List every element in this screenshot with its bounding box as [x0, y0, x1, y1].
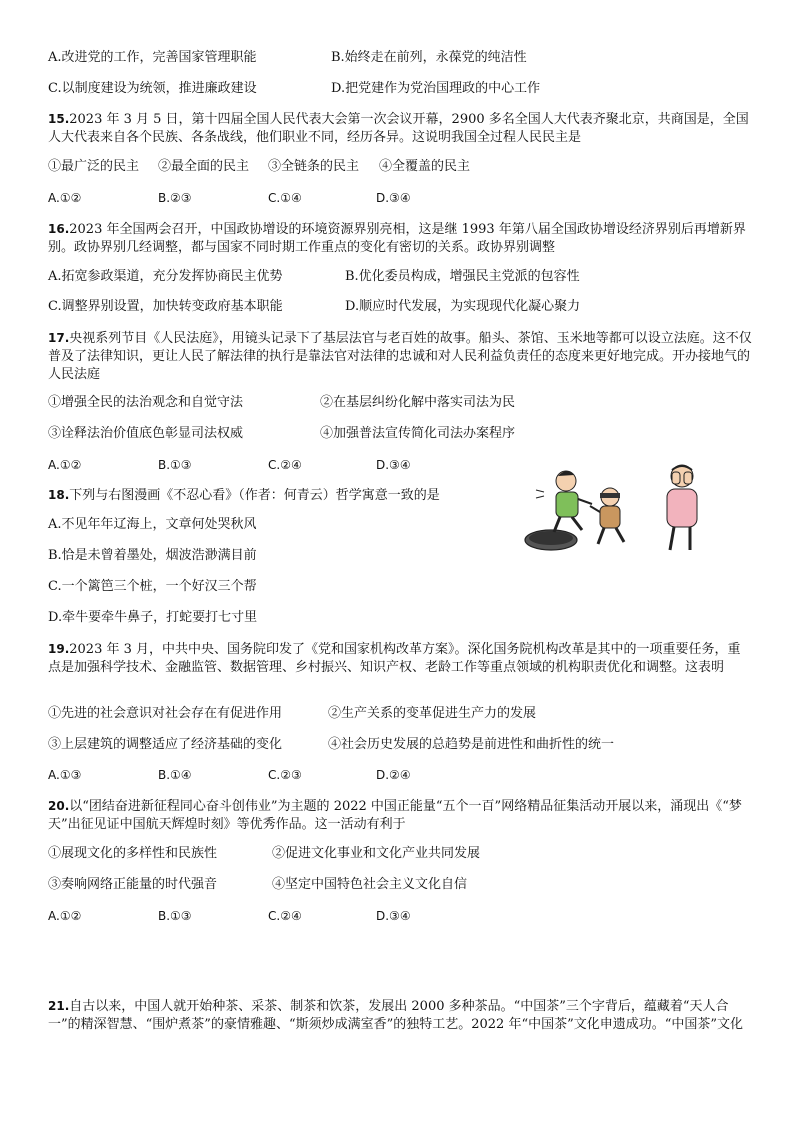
q19-item-1: ①先进的社会意识对社会存在有促进作用: [48, 706, 283, 721]
q20-item-1: ①展现文化的多样性和民族性: [48, 846, 218, 861]
q15-item-4: ④全覆盖的民主: [379, 159, 471, 174]
q20-choice-a[interactable]: A.①②: [48, 909, 82, 923]
q17-item-3: ③诠释法治价值底色彰显司法权威: [48, 426, 244, 441]
q14-option-b: B.始终走在前列，永葆党的纯洁性: [331, 50, 527, 65]
q18-option-c[interactable]: C.一个篱笆三个桩，一个好汉三个帮: [48, 579, 257, 594]
q17-choice-b[interactable]: B.①③: [158, 458, 192, 472]
q20-choice-d[interactable]: D.③④: [376, 909, 411, 923]
q14-option-a: A.改进党的工作，完善国家管理职能: [48, 50, 257, 65]
q19-stem: [48, 640, 752, 677]
q19-choice-d[interactable]: D.②④: [376, 768, 411, 782]
q15-number: 15.: [48, 112, 70, 126]
q19-item-4: ④社会历史发展的总趋势是前进性和曲折性的统一: [328, 737, 615, 752]
q15-stem-text: 2023 年 3 月 5 日，第十四届全国人民代表大会第一次会议开幕，2900 多名全国人大代表齐聚北京，共商国是，全国人大代表来自各个民族、各条战线，他们职业不同，经历各异。这说明我国全过程人民民主是: [48, 112, 749, 145]
q20-number: 20.: [48, 799, 70, 813]
q17-item-1: ①增强全民的法治观念和自觉守法: [48, 395, 244, 410]
manhole-hole: [529, 531, 573, 545]
q19-stem-text: 2023 年 3 月，中共中央、国务院印发了《党和国家机构改革方案》。深化国务院机构改革是其中的一项重要任务，重点是加强科学技术、金融监管、数据管理、乡村振兴、知识产权、老龄工作等重点领域的机构职责优化和调整。这表明: [48, 642, 741, 675]
q20-choice-c[interactable]: C.②④: [268, 909, 302, 923]
q19-number: 19.: [48, 642, 70, 656]
q16-stem: [48, 220, 752, 257]
q15-choice-d[interactable]: D.③④: [376, 191, 411, 205]
q17-choice-d[interactable]: D.③④: [376, 458, 411, 472]
q17-choice-c[interactable]: C.②④: [268, 458, 302, 472]
q18-stem-text: 下列与右图漫画《不忍心看》（作者：何青云）哲学寓意一致的是: [69, 488, 440, 503]
q19-choice-b[interactable]: B.①④: [158, 768, 192, 782]
q20-item-2: ②促进文化事业和文化产业共同发展: [272, 846, 481, 861]
q20-item-4: ④坚定中国特色社会主义文化自信: [272, 877, 468, 892]
q20-stem-text: 以“团结奋进新征程同心奋斗创伟业”为主题的 2022 中国正能量“五个一百”网络精品征集活动开展以来，涌现出《“梦天”出征见证中国航天辉煌时刻》等优秀作品。这一活动有利于: [48, 799, 742, 832]
q18-stem: [48, 486, 440, 505]
q17-item-4: ④加强普法宣传简化司法办案程序: [320, 426, 516, 441]
q19-item-3: ③上层建筑的调整适应了经济基础的变化: [48, 737, 283, 752]
q18-option-b[interactable]: B.恰是未曾着墨处，烟波浩渺满目前: [48, 548, 257, 563]
q19-item-2: ②生产关系的变革促进生产力的发展: [328, 706, 537, 721]
q21-stem-text: 自古以来，中国人就开始种茶、采茶、制茶和饮茶，发展出 2000 多种茶品。“中国茶”三个字背后，蕴藏着“天人合一”的精深智慧、“围炉煮茶”的豪情雅趣、“斯须炒成满室香”的独特工艺。2022 年“中国茶”文化申遗成功。“中国茶”文化: [48, 999, 744, 1032]
cartoon-illustration: [522, 462, 704, 556]
q17-stem-text: 央视系列节目《人民法庭》，用镜头记录下了基层法官与老百姓的故事。船头、茶馆、玉米地等都可以设立法庭。这不仅普及了法律知识，更让人民了解法律的执行是靠法官对法律的忠诚和对人民利益负责任的态度来更好地完成。开办接地气的人民法庭: [48, 331, 752, 382]
q20-choice-b[interactable]: B.①③: [158, 909, 192, 923]
q15-stem: [48, 110, 752, 147]
q20-item-3: ③奏响网络正能量的时代强音: [48, 877, 218, 892]
q17-stem: [48, 329, 752, 384]
q16-option-a[interactable]: A.拓宽参政渠道，充分发挥协商民主优势: [48, 269, 283, 284]
q18-option-a[interactable]: A.不见年年辽海上，文章何处哭秋风: [48, 517, 257, 532]
q21-number: 21.: [48, 999, 70, 1013]
q15-item-1: ①最广泛的民主: [48, 159, 140, 174]
q14-option-c: C.以制度建设为统领，推进廉政建设: [48, 81, 257, 96]
cartoon-man-blindfolded: [590, 488, 624, 544]
q15-choice-c[interactable]: C.①④: [268, 191, 302, 205]
cartoon-man-covering-face: [667, 465, 697, 550]
q19-choice-a[interactable]: A.①③: [48, 768, 82, 782]
q20-stem: [48, 797, 752, 834]
q16-stem-text: 2023 年全国两会召开，中国政协增设的环境资源界别亮相，这是继 1993 年第八届全国政协增设经济界别后再增新界别。政协界别几经调整，都与国家不同时期工作重点的变化有密切的关系。政协界别调整: [48, 222, 746, 255]
q16-number: 16.: [48, 222, 70, 236]
q17-number: 17.: [48, 331, 70, 345]
q15-item-3: ③全链条的民主: [268, 159, 360, 174]
q16-option-c[interactable]: C.调整界别设置，加快转变政府基本职能: [48, 299, 283, 314]
q14-option-d: D.把党建作为党治国理政的中心工作: [331, 81, 541, 96]
q16-option-d[interactable]: D.顺应时代发展，为实现现代化凝心聚力: [345, 299, 581, 314]
q18-option-d[interactable]: D.牵牛要牵牛鼻子，打蛇要打七寸里: [48, 610, 258, 625]
q15-choice-b[interactable]: B.②③: [158, 191, 192, 205]
q19-choice-c[interactable]: C.②③: [268, 768, 302, 782]
cartoon-man-leading: [536, 471, 592, 532]
q16-option-b[interactable]: B.优化委员构成，增强民主党派的包容性: [345, 269, 580, 284]
q17-item-2: ②在基层纠纷化解中落实司法为民: [320, 395, 516, 410]
q15-choice-a[interactable]: A.①②: [48, 191, 82, 205]
q15-item-2: ②最全面的民主: [158, 159, 250, 174]
q18-number: 18.: [48, 488, 70, 502]
q17-choice-a[interactable]: A.①②: [48, 458, 82, 472]
q21-stem: [48, 997, 752, 1034]
